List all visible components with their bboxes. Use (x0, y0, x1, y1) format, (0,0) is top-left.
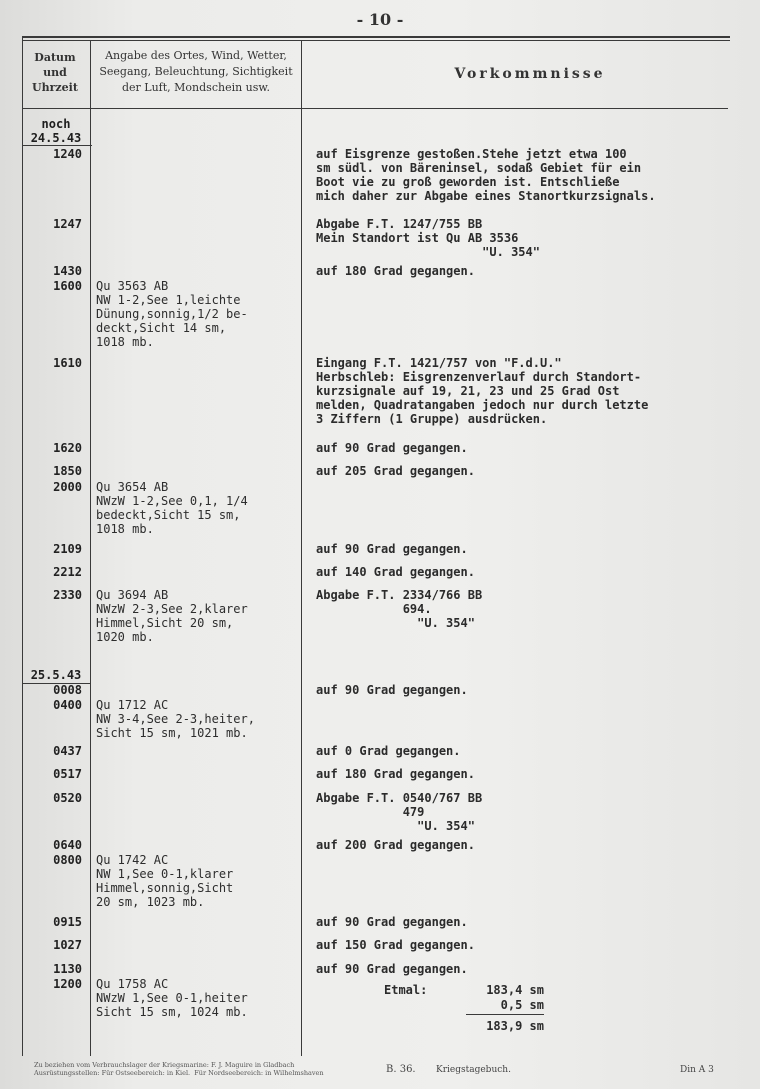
time-entry: 1610 (53, 356, 82, 370)
event-entry: auf 90 Grad gegangen. (316, 441, 468, 455)
event-entry: auf 150 Grad gegangen. (316, 938, 475, 952)
header-bottom-rule (22, 108, 728, 109)
date-underline-1 (22, 145, 92, 146)
footer-supplier-note: Zu beziehen vom Verbrauchslager der Kriegsmarine: F. J. Maguire in Gladbach Ausrüstungsstellen: Für Ostseebereich: in Kiel. Für Nordseebereich: in Wilhelmshaven (34, 1061, 324, 1077)
event-entry: auf 180 Grad gegangen. (316, 767, 475, 781)
event-entry: Eingang F.T. 1421/757 von "F.d.U." Herbschleb: Eisgrenzenverlauf durch Standort- kurzsignale auf 19, 21, 23 und 25 Grad Ost melden, Quadratangaben jedoch nur durch letzte 3 Ziffern (1 Gruppe) ausdrücken. (316, 356, 649, 426)
event-entry: auf 90 Grad gegangen. (316, 542, 468, 556)
weather-entry: Qu 1758 AC NWzW 1,See 0-1,heiter Sicht 15 sm, 1024 mb. (96, 977, 248, 1019)
time-entry: 1620 (53, 441, 82, 455)
time-entry: 1240 (53, 147, 82, 161)
header-vorkommnisse: Vorkommnisse (454, 66, 606, 82)
time-entry: 0520 (53, 791, 82, 805)
weather-entry: Qu 1712 AC NW 3-4,See 2-3,heiter, Sicht 15 sm, 1021 mb. (96, 698, 255, 740)
weather-entry: Qu 3563 AB NW 1-2,See 1,leichte Dünung,sonnig,1/2 be- deckt,Sicht 14 sm, 1018 mb. (96, 279, 248, 349)
event-entry: auf 90 Grad gegangen. (316, 962, 468, 976)
time-entry: 2109 (53, 542, 82, 556)
top-double-rule-2 (22, 40, 730, 41)
time-entry: 2212 (53, 565, 82, 579)
event-entry: auf 140 Grad gegangen. (316, 565, 475, 579)
page-number: - 10 - (356, 10, 404, 29)
event-entry: auf 180 Grad gegangen. (316, 264, 475, 278)
event-entry: auf 0 Grad gegangen. (316, 744, 461, 758)
footer-paper-size: Din A 3 (680, 1065, 714, 1075)
etmal-sum-rule (466, 1014, 544, 1015)
time-entry: 0400 (53, 698, 82, 712)
event-entry: auf 200 Grad gegangen. (316, 838, 475, 852)
etmal-value-1: 183,4 sm (486, 983, 544, 997)
event-entry: auf 90 Grad gegangen. (316, 915, 468, 929)
top-double-rule-1 (22, 36, 730, 38)
time-entry: 0640 (53, 838, 82, 852)
event-entry: Abgabe F.T. 2334/766 BB 694. "U. 354" (316, 588, 483, 630)
time-entry: 1850 (53, 464, 82, 478)
time-entry: 1247 (53, 217, 82, 231)
etmal-value-2: 0,5 sm (500, 998, 544, 1012)
time-entry: 1430 (53, 264, 82, 278)
etmal-total: 183,9 sm (486, 1019, 544, 1033)
weather-entry: Qu 1742 AC NW 1,See 0-1,klarer Himmel,sonnig,Sicht 20 sm, 1023 mb. (96, 853, 234, 909)
time-entry: 0800 (53, 853, 82, 867)
footer-form-number: B. 36. (386, 1064, 416, 1075)
column-rule-1 (90, 40, 91, 1056)
event-entry: auf 205 Grad gegangen. (316, 464, 475, 478)
time-entry: 0517 (53, 767, 82, 781)
event-entry: Abgabe F.T. 0540/767 BB 479 "U. 354" (316, 791, 483, 833)
header-datum: Datum und Uhrzeit (32, 51, 78, 94)
footer-form-title: Kriegstagebuch. (436, 1065, 511, 1075)
time-entry: 1130 (53, 962, 82, 976)
header-angabe: Angabe des Ortes, Wind, Wetter, Seegang, Beleuchtung, Sichtigkeit der Luft, Mondschein usw. (99, 49, 293, 94)
time-entry: 1027 (53, 938, 82, 952)
time-entry: 0915 (53, 915, 82, 929)
etmal-label: Etmal: (384, 983, 428, 997)
date-label-1: noch 24.5.43 (30, 117, 82, 145)
weather-entry: Qu 3654 AB NWzW 1-2,See 0,1, 1/4 bedeckt,Sicht 15 sm, 1018 mb. (96, 480, 248, 536)
event-entry: auf 90 Grad gegangen. (316, 683, 468, 697)
time-entry: 1600 (53, 279, 82, 293)
time-entry: 1200 (53, 977, 82, 991)
time-entry: 2330 (53, 588, 82, 602)
time-entry: 0437 (53, 744, 82, 758)
weather-entry: Qu 3694 AB NWzW 2-3,See 2,klarer Himmel,Sicht 20 sm, 1020 mb. (96, 588, 248, 644)
time-entry: 0008 (53, 683, 82, 697)
time-entry: 2000 (53, 480, 82, 494)
event-entry: auf Eisgrenze gestoßen.Stehe jetzt etwa 100 sm südl. von Bäreninsel, sodaß Gebiet für ein Boot vie zu groß geworden ist. Entschließe mich daher zur Abgabe eines Stanortkurzsignals. (316, 147, 656, 203)
event-entry: Abgabe F.T. 1247/755 BB Mein Standort ist Qu AB 3536 "U. 354" (316, 217, 540, 259)
date-label-2: 25.5.43 (30, 668, 82, 682)
